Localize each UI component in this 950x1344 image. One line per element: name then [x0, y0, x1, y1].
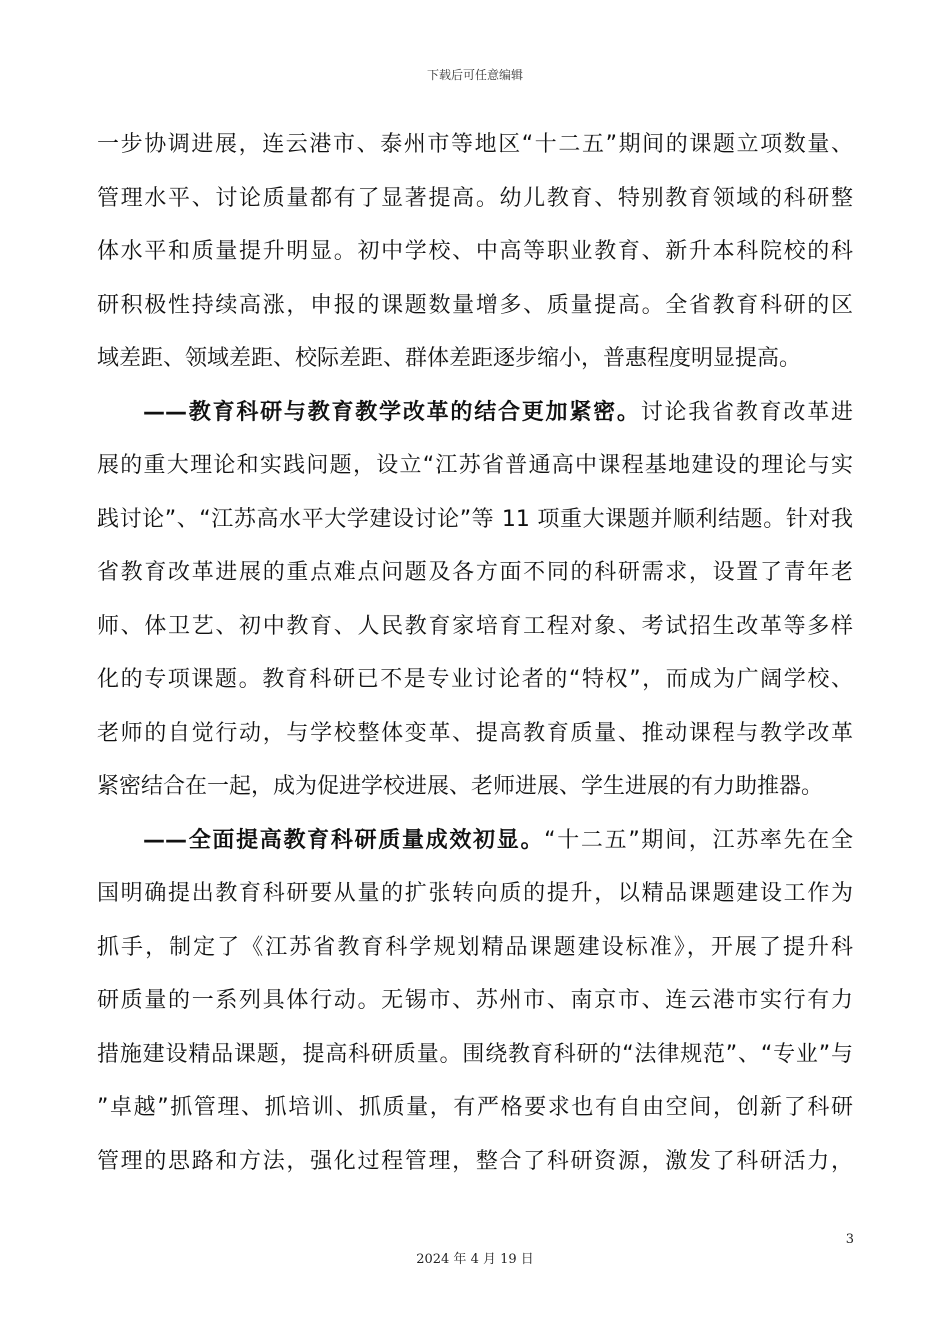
text-line: 化的专项课题。教育科研已不是专业讨论者的“特权”，而成为广阔学校、 [97, 667, 853, 692]
text-line: 一步协调进展，连云港市、泰州市等地区“十二五”期间的课题立项数量、 [97, 132, 853, 157]
text-line: 展的重大理论和实践问题，设立“江苏省普通高中课程基地建设的理论与实 [97, 453, 853, 478]
text-line: 师、体卫艺、初中教育、人民教育家培育工程对象、考试招生改革等多样 [97, 613, 853, 639]
paragraph-heading-line [97, 386, 853, 440]
text-line: 抓手，制定了《江苏省教育科学规划精品课题建设标准》，开展了提升科 [97, 934, 853, 960]
text-line: 措施建设精品课题，提高科研质量。围绕教育科研的“法律规范”、“专业”与 [97, 1041, 853, 1067]
paragraph-heading: ——全面提高教育科研质量成效初显。 [143, 827, 545, 853]
text-span: 讨论我省教育改革进 [640, 399, 853, 425]
paragraph-heading-line [97, 814, 853, 868]
text-line: 省教育改革进展的重点难点问题及各方面不同的科研需求，设置了青年老 [97, 560, 853, 585]
text-line: 管理水平、讨论质量都有了显著提高。幼儿教育、特别教育领域的科研整 [97, 185, 853, 211]
page-header: 下载后可任意编辑 [426, 68, 523, 82]
text-line: 国明确提出教育科研要从量的扩张转向质的提升，以精品课题建设工作为 [97, 881, 853, 906]
paragraph-heading: ——教育科研与教育教学改革的结合更加紧密。 [143, 399, 641, 425]
document-body [97, 118, 853, 1188]
footer-date: 2024 年 4 月 19 日 [416, 1252, 534, 1267]
text-line: 管理的思路和方法，强化过程管理，整合了科研资源，激发了科研活力， [97, 1148, 853, 1174]
text-line: 研积极性持续高涨，申报的课题数量增多、质量提高。全省教育科研的区 [97, 292, 853, 318]
text-line: 老师的自觉行动，与学校整体变革、提高教育质量、推动课程与教学改革 [97, 720, 853, 746]
text-line: 域差距、领域差距、校际差距、群体差距逐步缩小，普惠程度明显提高。 [97, 346, 802, 371]
page-number: 3 [845, 1232, 854, 1247]
text-line: 践讨论”、“江苏高水平大学建设讨论”等 11 项重大课题并顺利结题。针对我 [97, 506, 853, 532]
text-span: “十二五”期间，江苏率先在全 [544, 827, 853, 853]
text-line: ”卓越”抓管理、抓培训、抓质量，有严格要求也有自由空间，创新了科研 [97, 1095, 853, 1120]
text-line: 紧密结合在一起，成为促进学校进展、老师进展、学生进展的有力助推器。 [97, 774, 824, 799]
text-line: 研质量的一系列具体行动。无锡市、苏州市、南京市、连云港市实行有力 [97, 988, 853, 1013]
text-line: 体水平和质量提升明显。初中学校、中高等职业教育、新升本科院校的科 [97, 239, 853, 264]
